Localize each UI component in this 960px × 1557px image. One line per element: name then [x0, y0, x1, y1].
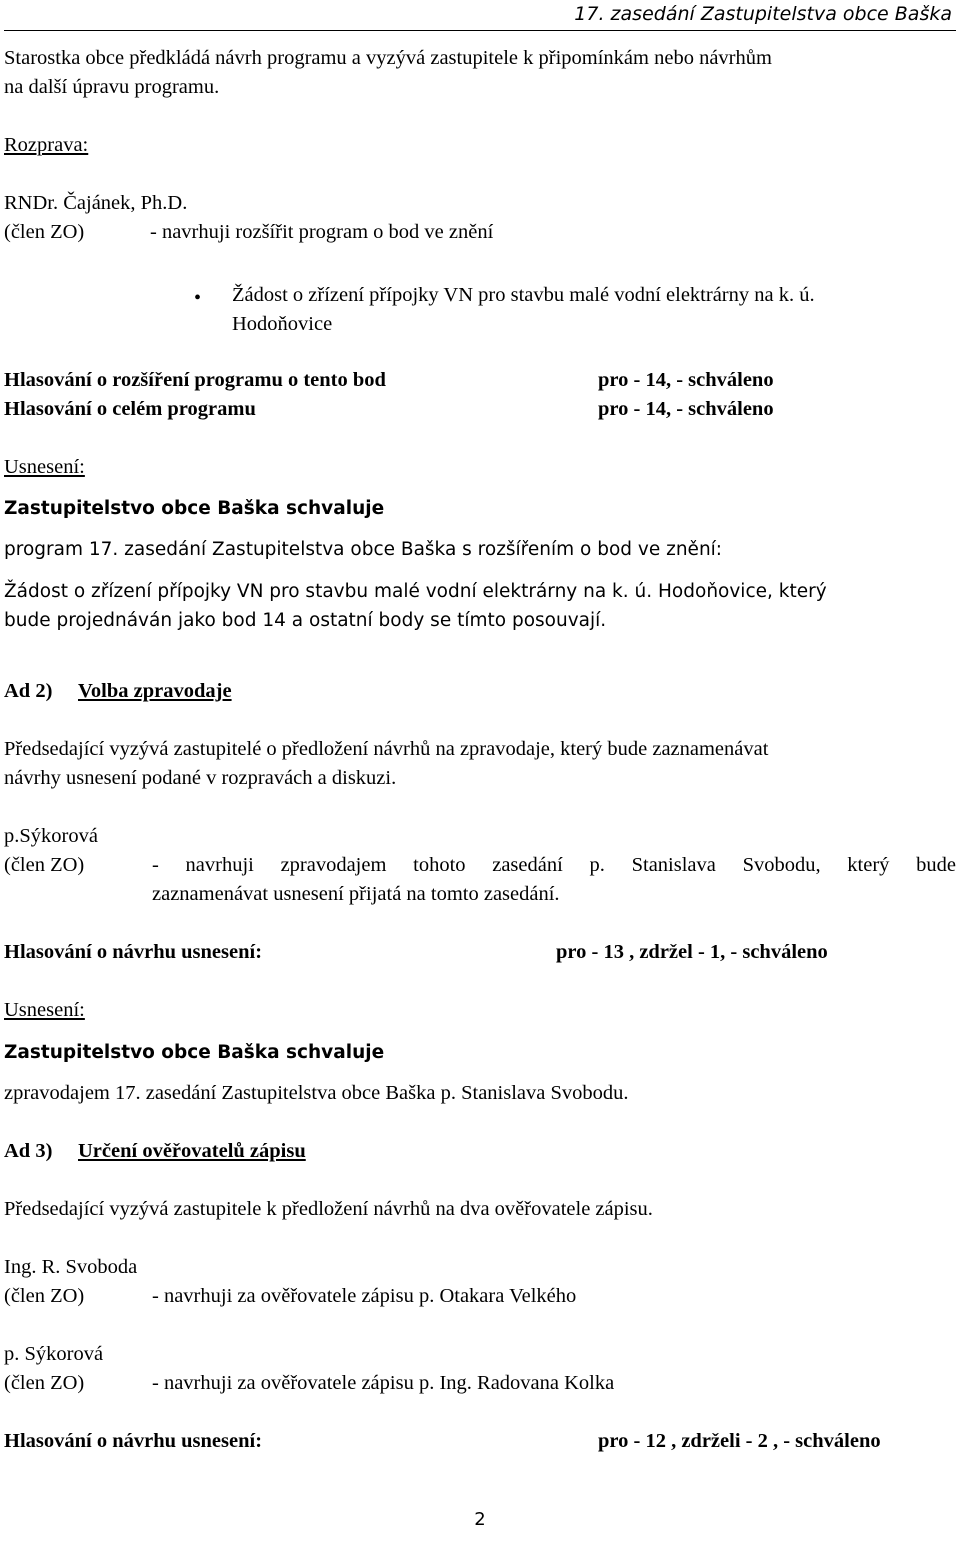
vote-label: Hlasování o rozšíření programu o tento bod [4, 369, 386, 391]
bullet-icon: • [194, 287, 202, 309]
resolution-heading: Zastupitelstvo obce Baška schvaluje [4, 1042, 385, 1063]
resolution-text: zpravodajem 17. zasedání Zastupitelstva obce Baška p. Stanislava Svobodu. [4, 1082, 629, 1104]
rozprava-label: Rozprava: [4, 134, 89, 156]
vote-result: pro - 12 , zdrželi - 2 , - schváleno [598, 1430, 881, 1452]
vote-label: Hlasování o celém programu [4, 398, 256, 420]
member-role: (člen ZO) [4, 854, 85, 876]
proposal-text: - navrhuji za ověřovatele zápisu p. Otakara Velkého [152, 1285, 577, 1307]
section-number: Ad 2) [4, 680, 53, 702]
ad3-text-line-1: Předsedající vyzývá zastupitele k předložení návrhů na dva ověřovatele zápisu. [4, 1198, 653, 1220]
intro-line-2: na další úpravu programu. [4, 76, 220, 98]
section-number: Ad 3) [4, 1140, 53, 1162]
proposal-text: - navrhuji zpravodajem tohoto zasedání p. Stanislava Svobodu, který bude [152, 854, 956, 876]
bullet-item-line-2: Hodoňovice [232, 313, 333, 335]
member-role: (člen ZO) [4, 221, 85, 243]
header-rule [4, 30, 956, 31]
intro-line-1: Starostka obce předkládá návrh programu a vyzývá zastupitele k připomínkám nebo návrhům [4, 47, 772, 69]
bullet-item-line-1: Žádost o zřízení přípojky VN pro stavbu malé vodní elektrárny na k. ú. [232, 284, 815, 306]
member-role: (člen ZO) [4, 1372, 85, 1394]
resolution-label: Usnesení: [4, 999, 85, 1021]
speaker-name: Ing. R. Svoboda [4, 1256, 138, 1278]
resolution-text-line-1: program 17. zasedání Zastupitelstva obce Baška s rozšířením o bod ve znění: [4, 539, 723, 560]
section-title: Volba zpravodaje [78, 680, 232, 702]
ad2-text-line-1: Předsedající vyzývá zastupitelé o předložení návrhů na zpravodaje, který bude zaznamenávat [4, 738, 769, 760]
page-number: 2 [474, 1509, 486, 1530]
section-title: Určení ověřovatelů zápisu [78, 1140, 306, 1162]
speaker-name: p.Sýkorová [4, 825, 98, 847]
resolution-label: Usnesení: [4, 456, 85, 478]
proposal-text: - navrhuji rozšířit program o bod ve znění [150, 221, 494, 243]
intro-paragraph [4, 44, 772, 102]
proposal-text-cont: zaznamenávat usnesení přijatá na tomto zasedání. [152, 883, 560, 905]
vote-result: pro - 13 , zdržel - 1, - schváleno [556, 941, 828, 963]
vote-result: pro - 14, - schváleno [598, 369, 774, 391]
member-role: (člen ZO) [4, 1285, 85, 1307]
ad2-text-line-2: návrhy usnesení podané v rozpravách a diskuzi. [4, 767, 397, 789]
resolution-heading: Zastupitelstvo obce Baška schvaluje [4, 498, 385, 519]
vote-label: Hlasování o návrhu usnesení: [4, 941, 263, 963]
vote-label: Hlasování o návrhu usnesení: [4, 1430, 263, 1452]
resolution-text-line-2: Žádost o zřízení přípojky VN pro stavbu malé vodní elektrárny na k. ú. Hodoňovice, který [4, 581, 827, 602]
vote-result: pro - 14, - schváleno [598, 398, 774, 420]
speaker-name: RNDr. Čajánek, Ph.D. [4, 192, 188, 214]
running-header: 17. zasedání Zastupitelstva obce Baška [574, 3, 952, 25]
proposal-text: - navrhuji za ověřovatele zápisu p. Ing. Radovana Kolka [152, 1372, 615, 1394]
resolution-text-line-3: bude projednáván jako bod 14 a ostatní body se tímto posouvají. [4, 610, 607, 631]
speaker-name: p. Sýkorová [4, 1343, 104, 1365]
